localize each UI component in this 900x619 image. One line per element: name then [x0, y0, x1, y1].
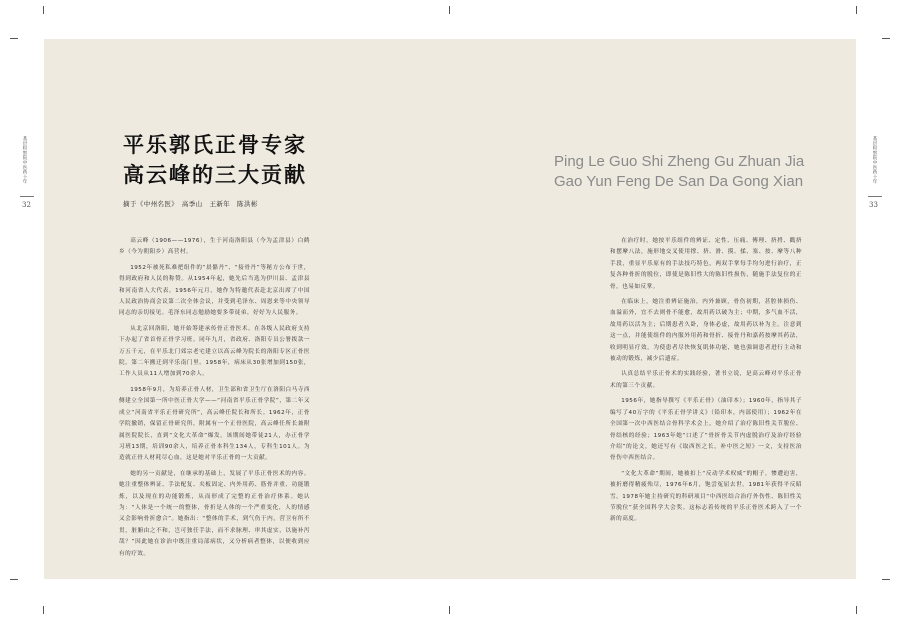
- right-page-number: 33: [869, 201, 878, 209]
- crop-mark: [856, 6, 857, 14]
- byline: 摘于《中州名医》 高季山 王新年 陈洪彬: [123, 200, 258, 208]
- title-line-1: 平乐郭氏正骨专家: [123, 133, 307, 157]
- paragraph: 在临床上，她注重辨证施治，内外兼顾，骨伤初期，甚腔体损伤、血溢而外，宜不去则骨不能愈，故用药以破为主；中期，多气血不活，故用药以活为主；后期患者久卧，身体必虚，故用药以补为主。注意到这一点，并能使组件的内服外用药和骨折、接骨丹和嘉药按摩其药法，收到明显疗效，为使患者尽快恢复肌体功能，她也强调患者进行主动和被动的锻炼，减少后遗症。: [610, 299, 802, 363]
- pinyin-title: [554, 152, 804, 192]
- left-body-column: [119, 236, 310, 560]
- paragraph: 在治疗时，她按平乐组件的辨证、定性、压痛、傅理、挤捋、戳挤和摆摩八法，施形地交叉使用撑、挤、滑、摸、揉、塞、按、摩等八种手段，重显平乐原有的手法技巧特色，两双手掌每手均匀进行治疗，正复各种骨折的脱位，即使是陈旧性大的陈旧性损伤，随施手法复位的正骨，也易如反掌。: [610, 238, 802, 290]
- crop-mark: [882, 38, 890, 39]
- crop-mark: [10, 579, 18, 580]
- paragraph: 1956年，她指导撰写《平乐正骨》（油印本）；1960年，指导其子编写了40万字的《平乐正骨学讲义》（铅印本，内部使用）；1962年在全国第一次中西医结合骨科学术会上，她介绍了治疗陈旧性关节脱位、骨结核的经验；1963年她“口述了”骨折骨关节内虚脱治疗及治疗经验介绍”的论文，她还写有《取西医之长，补中医之短》一文，支持医治骨伤中西医结合。: [610, 398, 802, 462]
- folio-rule: [868, 196, 882, 197]
- crop-mark: [10, 38, 18, 39]
- article-title: [123, 130, 307, 190]
- right-body-column: [610, 236, 802, 526]
- paragraph: 从北京回洛阳，她开始筹建承传骨正骨医术。在各级人民政府支持下办起了省首骨正骨学习班。同年九月，省政府、洛阳专员公署拨款一万五千元，在平乐北门郊宗老宅建立以高云峰为院长的洛阳专区正骨医院，第二年搬迁到平乐南门里。1958年，病床从30张增加到150张，工作人员从11人增加到70余人。: [119, 325, 310, 378]
- right-running-head: 基层检察院中医药十年: [872, 136, 877, 184]
- paragraph: 高云峰（1906——1976），生于河南洛阳县（今为孟津县）白鹤乡（今为朝阳乡）高营村。: [119, 238, 310, 256]
- crop-mark: [856, 606, 857, 614]
- crop-mark: [43, 606, 44, 614]
- crop-mark: [882, 579, 890, 580]
- paragraph: 1952年被死私难把组件的“晨骼丹”、“接骨丹”等秘方公布于世，得到政府和人民的称赞。从1954年起，她先后当选为伊川县、孟津县和河南省人大代表。1956年元月，她作为特邀代表赴北京出席了中国人民政治协商会议第二次全体会议，并受到毛泽东、周恩来等中央领导同志的亲切接见。毛泽东同志勉励她要多带徒弟，好好为人民服务。: [119, 264, 310, 317]
- paragraph: 认真总结平乐正骨术的实践经验，著书立说，是高云峰对平乐正骨术的第三个贡献。: [610, 371, 802, 389]
- crop-mark: [43, 6, 44, 14]
- left-page-number: 32: [22, 201, 31, 209]
- crop-mark: [449, 606, 450, 614]
- paragraph: 1958年9月，为培养正骨人材，卫生部和省卫生厅在洛阳白马寺西侧建立全国第一所中医正骨大学——“河南省平乐正骨学院”，第二年又成立“河南省平乐正骨研究所”，高云峰任院长和所长。1962年，正骨学院撤销，保留正骨研究所，附属有一个正骨医院，高云峰任所长兼附属医院院长，直到“文化大革命”爆发。该期间她带徒21人，办正骨学习班13期，培训90余人，培养正骨本科生134人，专科生101人。为造就正骨人材耗尽心血，这是她对平乐正骨的一大贡献。: [119, 386, 310, 462]
- paragraph: “文化大革命”期间，她被扣上“反动学术权威”的帽子，惨遭迫害，被折磨得精疲殆尽，1976年6月，饱尝冤屈去世。1981年获得平反昭雪，1978年她主持研究的科研项目“中西医结合治疗外伤性、陈旧性关节脱位”获全国科学大会奖。这标志着传统的平乐正骨医术跨入了一个新的高度。: [610, 470, 802, 523]
- left-running-head: 基层检察院中医药十年: [22, 136, 27, 184]
- pinyin-line-1: Ping Le Guo Shi Zheng Gu Zhuan Jia: [554, 153, 805, 170]
- crop-mark: [449, 6, 450, 14]
- folio-rule: [20, 196, 34, 197]
- paragraph: 她的另一贡献是，在继承的基础上，发展了平乐正骨医术的内容。她注重整体辨证、手法配复、夹板固定、内外用药、筋骨并重、功能锻炼，以及现在的功能锻炼，从而形成了完整的正骨治疗体系。她认为：“人体是一个统一的整体，骨折是人体的一个严重变化，人的情感又会影响骨折愈合”。她指出：“整体的手术，到气伤于内，营卫有所不贯，脏腑由之不和，岂可独任手法，而不求脉理、审其虚实，以施补泻哉？”因此她在诊治中既注重局部病状，又分析病者整体，以便收到应有的疗效。: [119, 470, 310, 557]
- pinyin-line-2: Gao Yun Feng De San Da Gong Xian: [554, 173, 804, 190]
- title-line-2: 高云峰的三大贡献: [123, 163, 307, 187]
